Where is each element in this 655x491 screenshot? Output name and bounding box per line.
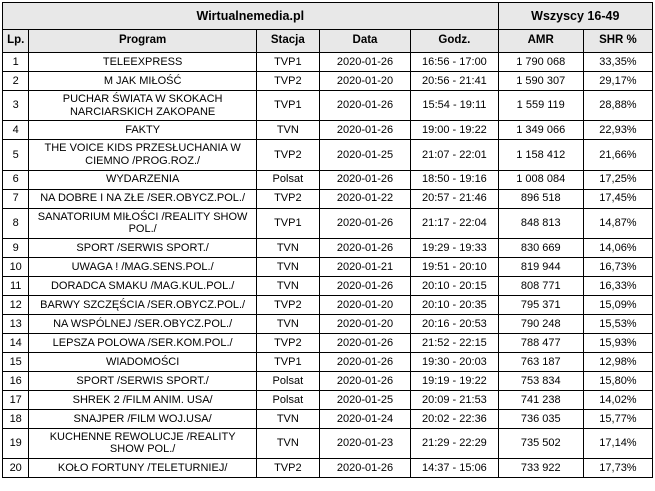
cell-time: 20:16 - 20:53 [411, 314, 498, 333]
cell-date: 2020-01-23 [319, 428, 410, 458]
cell-time: 16:56 - 17:00 [411, 53, 498, 72]
cell-lp: 12 [3, 295, 29, 314]
cell-shr: 16,73% [583, 257, 652, 276]
cell-program: THE VOICE KIDS PRZESŁUCHANIA W CIEMNO /PROG.ROZ./ [29, 140, 256, 170]
cell-date: 2020-01-20 [319, 314, 410, 333]
table-row [3, 333, 653, 352]
column-header-lp: Lp. [3, 30, 29, 53]
table-row [3, 140, 653, 170]
cell-program: SPORT /SERWIS SPORT./ [29, 371, 256, 390]
cell-amr: 741 238 [498, 390, 583, 409]
cell-shr: 22,93% [583, 121, 652, 140]
cell-date: 2020-01-25 [319, 140, 410, 170]
table-row [3, 121, 653, 140]
column-header-shr: SHR % [583, 30, 652, 53]
cell-amr: 795 371 [498, 295, 583, 314]
cell-shr: 16,33% [583, 276, 652, 295]
cell-program: KOŁO FORTUNY /TELETURNIEJ/ [29, 459, 256, 478]
cell-station: TVP1 [256, 208, 319, 238]
cell-time: 21:29 - 22:29 [411, 428, 498, 458]
cell-shr: 17,73% [583, 459, 652, 478]
cell-date: 2020-01-25 [319, 390, 410, 409]
cell-station: TVN [256, 257, 319, 276]
audience-group-title: Wszyscy 16-49 [498, 3, 652, 30]
cell-shr: 15,77% [583, 409, 652, 428]
cell-lp: 4 [3, 121, 29, 140]
cell-program: LEPSZA POLOWA /SER.KOM.POL./ [29, 333, 256, 352]
cell-lp: 1 [3, 53, 29, 72]
cell-lp: 17 [3, 390, 29, 409]
cell-station: TVN [256, 428, 319, 458]
table-title-row [3, 3, 653, 30]
cell-amr: 1 590 307 [498, 72, 583, 91]
cell-lp: 16 [3, 371, 29, 390]
cell-lp: 11 [3, 276, 29, 295]
cell-amr: 790 248 [498, 314, 583, 333]
cell-lp: 18 [3, 409, 29, 428]
cell-program: WIADOMOŚCI [29, 352, 256, 371]
cell-date: 2020-01-26 [319, 121, 410, 140]
cell-date: 2020-01-24 [319, 409, 410, 428]
table-row [3, 189, 653, 208]
cell-station: TVP1 [256, 352, 319, 371]
cell-lp: 10 [3, 257, 29, 276]
table-row [3, 390, 653, 409]
cell-shr: 14,87% [583, 208, 652, 238]
cell-time: 14:37 - 15:06 [411, 459, 498, 478]
cell-time: 20:10 - 20:35 [411, 295, 498, 314]
cell-program: BARWY SZCZĘŚCIA /SER.OBYCZ.POL./ [29, 295, 256, 314]
cell-station: TVP2 [256, 72, 319, 91]
cell-time: 19:00 - 19:22 [411, 121, 498, 140]
cell-shr: 17,14% [583, 428, 652, 458]
cell-date: 2020-01-26 [319, 91, 410, 121]
cell-date: 2020-01-21 [319, 257, 410, 276]
cell-amr: 1 790 068 [498, 53, 583, 72]
cell-amr: 1 158 412 [498, 140, 583, 170]
table-row [3, 371, 653, 390]
cell-program: DORADCA SMAKU /MAG.KUL.POL./ [29, 276, 256, 295]
cell-date: 2020-01-26 [319, 371, 410, 390]
table-row [3, 53, 653, 72]
table-row [3, 170, 653, 189]
cell-amr: 735 502 [498, 428, 583, 458]
cell-amr: 733 922 [498, 459, 583, 478]
cell-amr: 1 349 066 [498, 121, 583, 140]
cell-program: NA DOBRE I NA ZŁE /SER.OBYCZ.POL./ [29, 189, 256, 208]
cell-station: TVP2 [256, 333, 319, 352]
table-row [3, 409, 653, 428]
table-row [3, 352, 653, 371]
cell-date: 2020-01-26 [319, 352, 410, 371]
cell-station: TVP2 [256, 459, 319, 478]
cell-shr: 17,45% [583, 189, 652, 208]
cell-date: 2020-01-26 [319, 170, 410, 189]
cell-amr: 830 669 [498, 238, 583, 257]
cell-date: 2020-01-26 [319, 276, 410, 295]
cell-station: TVP2 [256, 295, 319, 314]
cell-program: UWAGA ! /MAG.SENS.POL./ [29, 257, 256, 276]
column-header-program: Program [29, 30, 256, 53]
cell-lp: 14 [3, 333, 29, 352]
cell-station: TVN [256, 276, 319, 295]
cell-amr: 808 771 [498, 276, 583, 295]
cell-lp: 8 [3, 208, 29, 238]
column-header-date: Data [319, 30, 410, 53]
ratings-table-container [0, 2, 655, 491]
cell-program: SHREK 2 /FILM ANIM. USA/ [29, 390, 256, 409]
column-header-station: Stacja [256, 30, 319, 53]
cell-program: FAKTY [29, 121, 256, 140]
cell-amr: 819 944 [498, 257, 583, 276]
cell-time: 19:29 - 19:33 [411, 238, 498, 257]
cell-date: 2020-01-20 [319, 295, 410, 314]
cell-station: Polsat [256, 390, 319, 409]
cell-shr: 15,80% [583, 371, 652, 390]
cell-shr: 29,17% [583, 72, 652, 91]
cell-shr: 12,98% [583, 352, 652, 371]
cell-time: 20:57 - 21:46 [411, 189, 498, 208]
cell-date: 2020-01-26 [319, 238, 410, 257]
cell-date: 2020-01-22 [319, 189, 410, 208]
cell-shr: 14,06% [583, 238, 652, 257]
cell-program: M JAK MIŁOŚĆ [29, 72, 256, 91]
cell-date: 2020-01-26 [319, 333, 410, 352]
cell-station: TVN [256, 409, 319, 428]
table-row [3, 257, 653, 276]
column-header-row [3, 30, 653, 53]
cell-date: 2020-01-26 [319, 459, 410, 478]
table-row [3, 314, 653, 333]
cell-program: SNAJPER /FILM WOJ.USA/ [29, 409, 256, 428]
cell-lp: 13 [3, 314, 29, 333]
cell-lp: 6 [3, 170, 29, 189]
cell-lp: 3 [3, 91, 29, 121]
cell-time: 15:54 - 19:11 [411, 91, 498, 121]
cell-program: WYDARZENIA [29, 170, 256, 189]
cell-station: Polsat [256, 371, 319, 390]
cell-program: SPORT /SERWIS SPORT./ [29, 238, 256, 257]
cell-date: 2020-01-26 [319, 53, 410, 72]
cell-shr: 28,88% [583, 91, 652, 121]
cell-amr: 788 477 [498, 333, 583, 352]
table-row [3, 72, 653, 91]
cell-time: 21:07 - 22:01 [411, 140, 498, 170]
cell-shr: 15,53% [583, 314, 652, 333]
cell-lp: 19 [3, 428, 29, 458]
table-row [3, 428, 653, 458]
cell-program: PUCHAR ŚWIATA W SKOKACH NARCIARSKICH ZAKOPANE [29, 91, 256, 121]
table-row [3, 238, 653, 257]
cell-shr: 21,66% [583, 140, 652, 170]
table-row [3, 459, 653, 478]
table-row [3, 276, 653, 295]
cell-date: 2020-01-20 [319, 72, 410, 91]
cell-amr: 1 559 119 [498, 91, 583, 121]
cell-lp: 5 [3, 140, 29, 170]
table-body [3, 53, 653, 478]
table-row [3, 208, 653, 238]
column-header-amr: AMR [498, 30, 583, 53]
source-title: Wirtualnemedia.pl [3, 3, 499, 30]
cell-amr: 753 834 [498, 371, 583, 390]
cell-time: 20:02 - 22:36 [411, 409, 498, 428]
cell-program: SANATORIUM MIŁOŚCI /REALITY SHOW POL./ [29, 208, 256, 238]
cell-time: 20:09 - 21:53 [411, 390, 498, 409]
cell-shr: 33,35% [583, 53, 652, 72]
cell-time: 18:50 - 19:16 [411, 170, 498, 189]
cell-time: 20:10 - 20:15 [411, 276, 498, 295]
cell-station: TVP2 [256, 189, 319, 208]
cell-station: Polsat [256, 170, 319, 189]
cell-time: 21:17 - 22:04 [411, 208, 498, 238]
cell-time: 19:30 - 20:03 [411, 352, 498, 371]
cell-station: TVP2 [256, 140, 319, 170]
cell-lp: 15 [3, 352, 29, 371]
cell-amr: 736 035 [498, 409, 583, 428]
cell-lp: 7 [3, 189, 29, 208]
table-row [3, 91, 653, 121]
cell-amr: 763 187 [498, 352, 583, 371]
cell-date: 2020-01-26 [319, 208, 410, 238]
table-header [3, 3, 653, 53]
cell-time: 21:52 - 22:15 [411, 333, 498, 352]
cell-lp: 20 [3, 459, 29, 478]
table-row [3, 295, 653, 314]
cell-shr: 15,09% [583, 295, 652, 314]
cell-shr: 17,25% [583, 170, 652, 189]
cell-program: TELEEXPRESS [29, 53, 256, 72]
cell-amr: 1 008 084 [498, 170, 583, 189]
cell-station: TVP1 [256, 91, 319, 121]
cell-station: TVN [256, 121, 319, 140]
cell-station: TVN [256, 314, 319, 333]
cell-lp: 9 [3, 238, 29, 257]
cell-program: KUCHENNE REWOLUCJE /REALITY SHOW POL./ [29, 428, 256, 458]
cell-amr: 896 518 [498, 189, 583, 208]
cell-station: TVN [256, 238, 319, 257]
cell-shr: 14,02% [583, 390, 652, 409]
ratings-table [2, 2, 653, 478]
cell-time: 19:19 - 19:22 [411, 371, 498, 390]
cell-lp: 2 [3, 72, 29, 91]
cell-time: 19:51 - 20:10 [411, 257, 498, 276]
cell-shr: 15,93% [583, 333, 652, 352]
cell-program: NA WSPÓLNEJ /SER.OBYCZ.POL./ [29, 314, 256, 333]
column-header-time: Godz. [411, 30, 498, 53]
cell-time: 20:56 - 21:41 [411, 72, 498, 91]
cell-station: TVP1 [256, 53, 319, 72]
cell-amr: 848 813 [498, 208, 583, 238]
